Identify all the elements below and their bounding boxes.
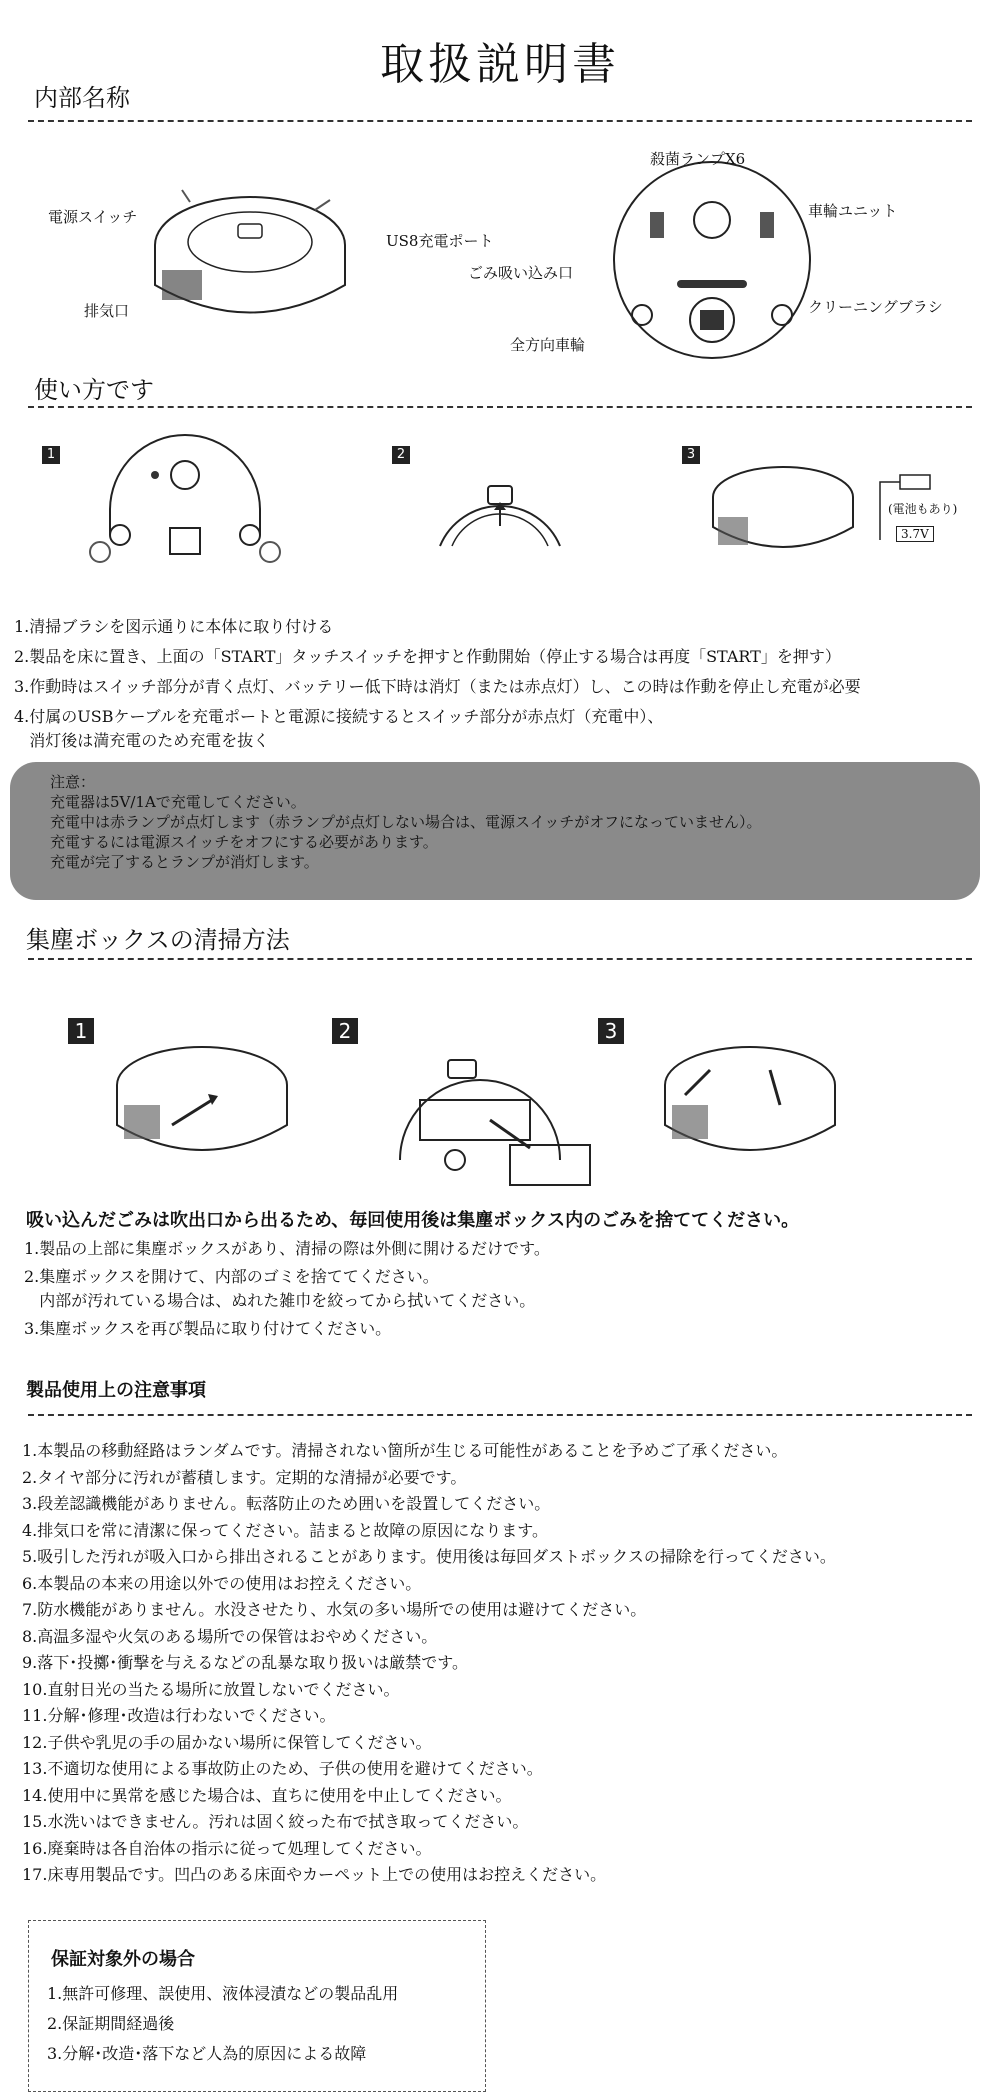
divider	[28, 406, 972, 408]
usage-line: 4.付属のUSBケーブルを充電ポートと電源に接続するとスイッチ部分が赤点灯（充電中）、	[14, 707, 664, 726]
robot-bottom-illustration	[612, 160, 812, 360]
precaution-item: 10.直射日光の当たる場所に放置しないでください。	[22, 1679, 400, 1699]
battery-voltage: 3.7V	[896, 526, 934, 542]
label-power-switch: 電源スイッチ	[48, 208, 138, 226]
label-suction: ごみ吸い込み口	[468, 264, 574, 282]
warranty-line: 1.無許可修理、誤使用、液体浸漬などの製品乱用	[47, 1984, 399, 2003]
usage-step3-illustration	[708, 462, 858, 572]
precaution-item: 14.使用中に異常を感じた場合は、直ちに使用を中止してください。	[22, 1785, 512, 1805]
precaution-item: 5.吸引した汚れが吸入口から排出されることがあります。使用後は毎回ダストボックスの掃除を行ってください。	[22, 1547, 836, 1566]
page-title: 取扱説明書	[380, 39, 620, 90]
usage-line: 3.作動時はスイッチ部分が青く点灯、バッテリー低下時は消灯（または赤点灯）し、この時は作動を停止し充電が必要	[14, 677, 861, 696]
usage-step2-illustration	[430, 446, 570, 556]
warranty-line: 3.分解･改造･落下など人為的原因による故障	[47, 2044, 367, 2063]
note-line: 注意：	[50, 773, 96, 791]
precaution-item: 8.高温多湿や火気のある場所での保管はおやめください。	[22, 1626, 438, 1646]
dust-line: 1.製品の上部に集塵ボックスがあり、清掃の際は外側に開けるだけです。	[24, 1239, 550, 1258]
precaution-item: 4.排気口を常に清潔に保ってください。詰まると故障の原因になります。	[22, 1520, 548, 1540]
label-brush: クリーニングブラシ	[808, 298, 943, 316]
precaution-item: 16.廃棄時は各自治体の指示に従って処理してください。	[22, 1838, 432, 1858]
divider	[28, 1414, 972, 1416]
usage-line: 1.清掃ブラシを図示通りに本体に取り付ける	[14, 617, 334, 636]
divider	[28, 120, 972, 122]
label-wheel-unit: 車輪ユニット	[808, 202, 898, 220]
precaution-item: 6.本製品の本来の用途以外での使用はお控えください。	[22, 1573, 422, 1593]
precaution-item: 11.分解･修理･改造は行わないでください。	[22, 1706, 336, 1725]
section-precautions-heading: 製品使用上の注意事項	[26, 1380, 206, 1401]
precaution-item: 7.防水機能がありません。水没させたり、水気の多い場所での使用は避けてください。	[22, 1600, 647, 1619]
section-dustbox-heading: 集塵ボックスの清掃方法	[26, 926, 290, 954]
label-caster: 全方向車輪	[510, 336, 586, 354]
dust-step-badge: 1	[68, 1018, 94, 1044]
usage-step1-illustration	[100, 440, 270, 570]
precaution-item: 2.タイヤ部分に汚れが蓄積します。定期的な清掃が必要です。	[22, 1467, 467, 1487]
warranty-title: 保証対象外の場合	[51, 1949, 195, 1970]
precaution-item: 13.不適切な使用による事故防止のため、子供の使用を避けてください。	[22, 1759, 543, 1778]
battery-label: (電池もあり)	[888, 502, 958, 516]
label-exhaust: 排気口	[84, 302, 130, 320]
dust-line: 3.集塵ボックスを再び製品に取り付けてください。	[24, 1319, 392, 1338]
robot-side-illustration	[150, 190, 350, 340]
note-line: 充電中は赤ランプが点灯します（赤ランプが点灯しない場合は、電源スイッチがオフになっていません）。	[50, 813, 762, 831]
precautions-list	[22, 1438, 836, 1889]
usage-step-badge: 1	[42, 446, 60, 464]
usage-line: 2.製品を床に置き、上面の「START」タッチスイッチを押すと作動開始（停止する場合は再度「START」を押す）	[14, 647, 841, 666]
usage-line: 消灯後は満充電のため充電を抜く	[14, 731, 270, 750]
precaution-item: 1.本製品の移動経路はランダムです。清掃されない箇所が生じる可能性があることを予めご了承ください。	[22, 1441, 788, 1460]
dust-step2-illustration	[380, 1030, 600, 1190]
usage-step-badge: 2	[392, 446, 410, 464]
caution-note	[10, 762, 980, 900]
dust-step-badge: 3	[598, 1018, 624, 1044]
dust-line: 2.集塵ボックスを開けて、内部のゴミを捨ててください。	[24, 1267, 439, 1286]
divider	[28, 958, 972, 960]
usage-step-badge: 3	[682, 446, 700, 464]
precaution-item: 3.段差認識機能がありません。転落防止のため囲いを設置してください。	[22, 1494, 551, 1513]
precaution-item: 15.水洗いはできません。汚れは固く絞った布で拭き取ってください。	[22, 1812, 529, 1831]
precaution-item: 17.床専用製品です。凹凸のある床面やカーペット上での使用はお控えください。	[22, 1865, 607, 1884]
section-usage-heading: 使い方です	[34, 376, 154, 404]
note-line: 充電器は5V/1Aで充電してください。	[50, 793, 306, 811]
dust-step1-illustration	[112, 1040, 292, 1170]
dust-step3-illustration	[660, 1040, 840, 1170]
precaution-item: 12.子供や乳児の手の届かない場所に保管してください。	[22, 1732, 432, 1752]
dust-line: 内部が汚れている場合は、ぬれた雑巾を絞ってから拭いてください。	[24, 1291, 536, 1310]
label-usb-port: US8充電ポート	[386, 232, 494, 250]
precaution-item: 9.落下･投擲･衝撃を与えるなどの乱暴な取り扱いは厳禁です。	[22, 1653, 468, 1672]
warranty-box	[28, 1920, 486, 2092]
label-uv-lamp: 殺菌ランプX6	[650, 150, 746, 168]
note-line: 充電が完了するとランプが消灯します。	[50, 853, 319, 871]
note-line: 充電するには電源スイッチをオフにする必要があります。	[50, 833, 438, 851]
section-parts-heading: 内部名称	[34, 84, 130, 112]
dust-step-badge: 2	[332, 1018, 358, 1044]
dust-heading: 吸い込んだごみは吹出口から出るため、毎回使用後は集塵ボックス内のごみを捨ててください。	[26, 1210, 800, 1231]
warranty-line: 2.保証期間経過後	[47, 2014, 175, 2033]
